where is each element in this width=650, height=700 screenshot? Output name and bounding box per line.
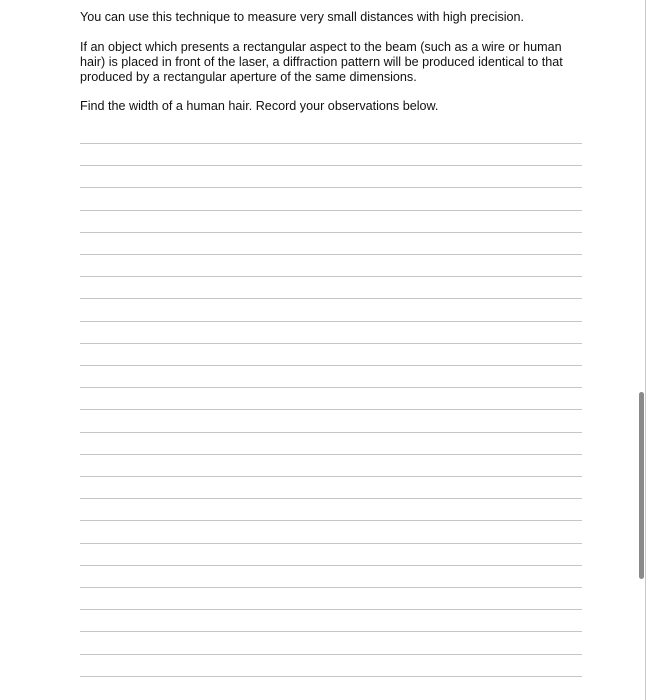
answer-line xyxy=(80,298,582,299)
vertical-scrollbar[interactable] xyxy=(639,392,644,579)
answer-lines xyxy=(80,0,582,700)
answer-line xyxy=(80,609,582,610)
answer-line xyxy=(80,587,582,588)
answer-line xyxy=(80,565,582,566)
answer-line xyxy=(80,365,582,366)
answer-line xyxy=(80,498,582,499)
answer-line xyxy=(80,165,582,166)
answer-line xyxy=(80,476,582,477)
answer-line xyxy=(80,232,582,233)
answer-line xyxy=(80,543,582,544)
answer-line xyxy=(80,321,582,322)
answer-line xyxy=(80,454,582,455)
answer-line xyxy=(80,143,582,144)
answer-line xyxy=(80,520,582,521)
answer-line xyxy=(80,276,582,277)
paragraph-explanation: If an object which presents a rectangular aspect to the beam (such as a wire or human hair) is placed in front of the laser, a diffraction pattern will be produced identical to that produced by a rectangular aperture of the same dimensions. xyxy=(80,40,563,84)
answer-line xyxy=(80,187,582,188)
answer-line xyxy=(80,631,582,632)
paragraph-instruction: Find the width of a human hair. Record your observations below. xyxy=(80,99,439,113)
paragraph-intro: You can use this technique to measure very small distances with high precision. xyxy=(80,10,525,24)
answer-line xyxy=(80,254,582,255)
answer-line xyxy=(80,432,582,433)
answer-line xyxy=(80,676,582,677)
answer-line xyxy=(80,654,582,655)
answer-line xyxy=(80,343,582,344)
answer-line xyxy=(80,210,582,211)
answer-line xyxy=(80,409,582,410)
answer-line xyxy=(80,387,582,388)
